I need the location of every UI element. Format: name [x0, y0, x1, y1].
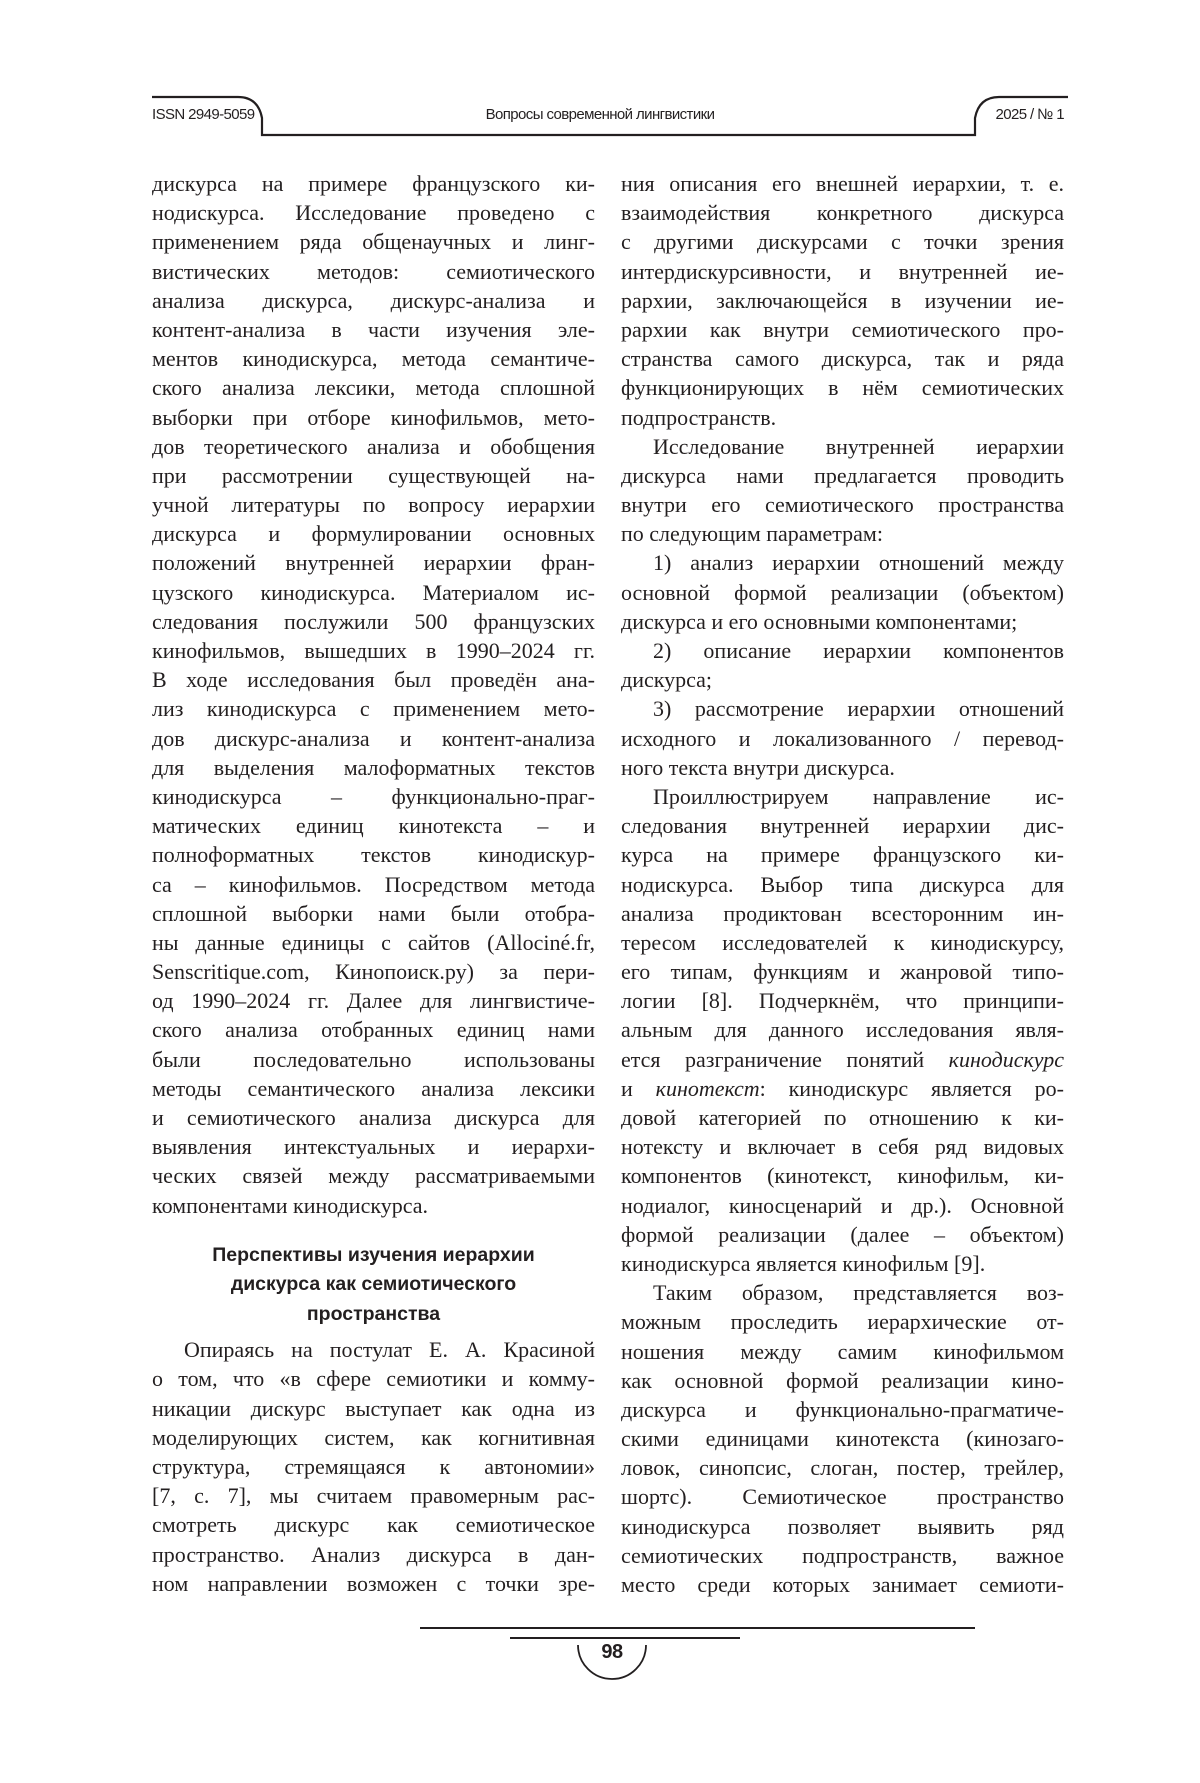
text-line: полноформатных текстов кинодискур-	[152, 840, 595, 869]
text-line: были последовательно использованы	[152, 1045, 595, 1074]
text-segment: ется разграничение понятий	[621, 1047, 949, 1072]
text-line: ческих связей между рассматриваемыми	[152, 1161, 595, 1190]
text-line: 3) рассмотрение иерархии отношений	[621, 694, 1064, 723]
section-heading	[152, 1241, 595, 1330]
text-line: нодиалог, киносценарий и др.). Основной	[621, 1191, 1064, 1220]
issn: ISSN 2949-5059	[152, 106, 255, 123]
text-line: од 1990–2024 гг. Далее для лингвистиче-	[152, 986, 595, 1015]
paragraph	[621, 432, 1064, 549]
text-line: следования послужили 500 французских	[152, 607, 595, 636]
text-line: дискурса нами предлагается проводить	[621, 461, 1064, 490]
text-line: кинофильмов, вышедших в 1990–2024 гг.	[152, 636, 595, 665]
text-line: функционирующих в нём семиотических	[621, 373, 1064, 402]
text-line: анализа продиктован всесторонним ин-	[621, 899, 1064, 928]
text-line: по следующим параметрам:	[621, 519, 1064, 548]
text-segment: : кинодискурс является ро-	[760, 1076, 1064, 1101]
issue-number: 2025 / № 1	[996, 106, 1064, 123]
text-line: следования внутренней иерархии дис-	[621, 811, 1064, 840]
text-line: ния описания его внешней иерархии, т. е.	[621, 169, 1064, 198]
text-line: кинодискурса – функционально-праг-	[152, 782, 595, 811]
text-line: дискурса и его основными компонентами;	[621, 607, 1064, 636]
text-line: исходного и локализованного / перевод-	[621, 724, 1064, 753]
text-line: альным для данного исследования явля-	[621, 1015, 1064, 1044]
text-line: при рассмотрении существующей на-	[152, 461, 595, 490]
text-line: внутри его семиотического пространства	[621, 490, 1064, 519]
text-line: рархии как внутри семиотического про-	[621, 315, 1064, 344]
text-line: Опираясь на постулат Е. А. Красиной	[152, 1335, 595, 1364]
text-line	[621, 1045, 1064, 1074]
text-line: с другими дискурсами с точки зрения	[621, 227, 1064, 256]
text-line: ном направлении возможен с точки зре-	[152, 1569, 595, 1598]
text-line: сплошной выборки нами были отобра-	[152, 899, 595, 928]
text-line: формой реализации (далее – объектом)	[621, 1220, 1064, 1249]
text-line: 1) анализ иерархии отношений между	[621, 548, 1064, 577]
text-line: и семиотического анализа дискурса для	[152, 1103, 595, 1132]
italic-term: кинотекст	[656, 1076, 760, 1101]
paragraph	[621, 548, 1064, 636]
text-line: для выделения малоформатных текстов	[152, 753, 595, 782]
text-line: основной формой реализации (объектом)	[621, 578, 1064, 607]
text-line: учной литературы по вопросу иерархии	[152, 490, 595, 519]
text-line: дискурса и формулировании основных	[152, 519, 595, 548]
text-line: место среди которых занимает семиоти-	[621, 1570, 1064, 1599]
text-line: взаимодействия конкретного дискурса	[621, 198, 1064, 227]
text-line: дискурса на примере французского ки-	[152, 169, 595, 198]
text-line: семиотических подпространств, важное	[621, 1541, 1064, 1570]
text-line: ского анализа отобранных единиц нами	[152, 1015, 595, 1044]
text-line: выборки при отборе кинофильмов, мето-	[152, 403, 595, 432]
text-line: можным проследить иерархические от-	[621, 1307, 1064, 1336]
italic-term: кинодискурс	[949, 1047, 1064, 1072]
text-line: смотреть дискурс как семиотическое	[152, 1510, 595, 1539]
text-line: странства самого дискурса, так и ряда	[621, 344, 1064, 373]
text-line: ментов кинодискурса, метода семантиче-	[152, 344, 595, 373]
text-line: кинодискурса является кинофильм [9].	[621, 1249, 1064, 1278]
text-line: дов теоретического анализа и обобщения	[152, 432, 595, 461]
text-line: структура, стремящаяся к автономии»	[152, 1452, 595, 1481]
text-line: применением ряда общенаучных и линг-	[152, 227, 595, 256]
paragraph	[621, 169, 1064, 432]
paragraph	[621, 782, 1064, 1278]
text-line: никации дискурс выступает как одна из	[152, 1394, 595, 1423]
text-line: нотексту и включает в себя ряд видовых	[621, 1132, 1064, 1161]
text-line: положений внутренней иерархии фран-	[152, 548, 595, 577]
paragraph	[152, 169, 595, 1220]
text-line: лиз кинодискурса с применением мето-	[152, 694, 595, 723]
text-line: В ходе исследования был проведён ана-	[152, 665, 595, 694]
text-line: нодискурса. Исследование проведено с	[152, 198, 595, 227]
text-line: 2) описание иерархии компонентов	[621, 636, 1064, 665]
text-line: интердискурсивности, и внутренней ие-	[621, 257, 1064, 286]
text-line: дов дискурс-анализа и контент-анализа	[152, 724, 595, 753]
text-line: ного текста внутри дискурса.	[621, 753, 1064, 782]
text-line: ношения между самим кинофильмом	[621, 1337, 1064, 1366]
journal-title: Вопросы современной лингвистики	[0, 106, 1200, 123]
text-line: довой категорией по отношению к ки-	[621, 1103, 1064, 1132]
text-line: [7, с. 7], мы считаем правомерным рас-	[152, 1481, 595, 1510]
text-line: дискурса и функционально-прагматиче-	[621, 1395, 1064, 1424]
text-line: Исследование внутренней иерархии	[621, 432, 1064, 461]
text-line: шортс). Семиотическое пространство	[621, 1482, 1064, 1511]
text-line: ского анализа лексики, метода сплошной	[152, 373, 595, 402]
text-line: нодискурса. Выбор типа дискурса для	[621, 870, 1064, 899]
text-line	[621, 1074, 1064, 1103]
text-line: дискурса;	[621, 665, 1064, 694]
text-line: контент-анализа в части изучения эле-	[152, 315, 595, 344]
text-line: кинодискурса позволяет выявить ряд	[621, 1512, 1064, 1541]
text-line: рархии, заключающейся в изучении ие-	[621, 286, 1064, 315]
paragraph	[152, 1335, 595, 1598]
text-line: подпространств.	[621, 403, 1064, 432]
text-segment: и	[621, 1076, 656, 1101]
text-line: Таким образом, представляется воз-	[621, 1278, 1064, 1307]
text-line: логии [8]. Подчеркнём, что принципи-	[621, 986, 1064, 1015]
text-line: его типам, функциям и жанровой типо-	[621, 957, 1064, 986]
paragraph	[621, 694, 1064, 782]
text-line: как основной формой реализации кино-	[621, 1366, 1064, 1395]
text-line: о том, что «в сфере семиотики и комму-	[152, 1364, 595, 1393]
text-line: ловок, синопсис, слоган, постер, трейлер,	[621, 1453, 1064, 1482]
text-line: компонентов (кинотекст, кинофильм, ки-	[621, 1161, 1064, 1190]
left-column	[152, 169, 595, 1598]
text-line: са – кинофильмов. Посредством метода	[152, 870, 595, 899]
heading-line: дискурса как семиотического	[152, 1270, 595, 1300]
paragraph	[621, 636, 1064, 694]
text-line: ны данные единицы с сайтов (Allociné.fr,	[152, 928, 595, 957]
right-column	[621, 169, 1064, 1599]
text-line: выявления интекстуальных и иерархи-	[152, 1132, 595, 1161]
heading-line: пространства	[152, 1300, 595, 1330]
text-line: скими единицами кинотекста (кинозаго-	[621, 1424, 1064, 1453]
heading-line: Перспективы изучения иерархии	[152, 1241, 595, 1271]
text-line: компонентами кинодискурса.	[152, 1191, 595, 1220]
paragraph	[621, 1278, 1064, 1599]
text-line: курса на примере французского ки-	[621, 840, 1064, 869]
text-line: пространство. Анализ дискурса в дан-	[152, 1540, 595, 1569]
text-line: вистических методов: семиотического	[152, 257, 595, 286]
text-line: моделирующих систем, как когнитивная	[152, 1423, 595, 1452]
text-line: Проиллюстрируем направление ис-	[621, 782, 1064, 811]
page-number: 98	[0, 1641, 1200, 1664]
text-line: анализа дискурса, дискурс-анализа и	[152, 286, 595, 315]
text-line: Senscritique.com, Кинопоиск.ру) за пери-	[152, 957, 595, 986]
text-line: тересом исследователей к кинодискурсу,	[621, 928, 1064, 957]
text-line: методы семантического анализа лексики	[152, 1074, 595, 1103]
text-line: цузского кинодискурса. Материалом ис-	[152, 578, 595, 607]
text-line: матических единиц кинотекста – и	[152, 811, 595, 840]
